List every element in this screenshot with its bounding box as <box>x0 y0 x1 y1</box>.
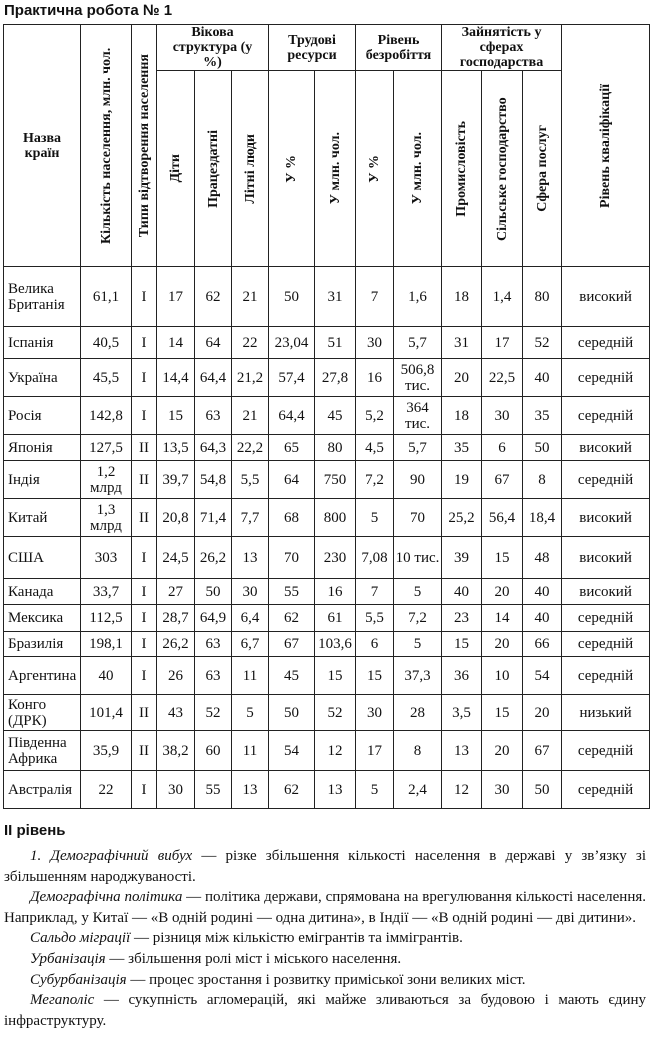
cell-ind: 12 <box>442 771 482 809</box>
cell-working: 52 <box>195 695 232 731</box>
cell-lab-pct: 50 <box>269 267 315 327</box>
header-employment: Зайнятість у сферах господарства <box>442 25 562 71</box>
cell-pop: 40,5 <box>81 327 132 359</box>
cell-elderly: 11 <box>232 731 269 771</box>
cell-working: 63 <box>195 397 232 435</box>
cell-children: 26,2 <box>157 632 195 657</box>
cell-agr: 20 <box>482 579 523 605</box>
cell-elderly: 30 <box>232 579 269 605</box>
cell-pop: 61,1 <box>81 267 132 327</box>
cell-lab-mln: 27,8 <box>315 359 356 397</box>
cell-type: I <box>132 267 157 327</box>
cell-qual: середній <box>562 359 650 397</box>
cell-lab-mln: 80 <box>315 435 356 461</box>
definition-item: Демографічна політика — політика держави, спрямована на врегулювання кількості населення. Наприклад, у Китаї — «В одній родині — одна дитина», в Індії — «В одній родині — дві дитини». <box>4 889 646 926</box>
cell-pop: 22 <box>81 771 132 809</box>
cell-un-mln: 28 <box>394 695 442 731</box>
header-unemp-mln: У млн. чол. <box>394 71 442 267</box>
cell-qual: середній <box>562 461 650 499</box>
definition-item: Субурбанізація — процес зростання і розвитку приміської зони великих міст. <box>30 971 526 988</box>
cell-serv: 50 <box>523 771 562 809</box>
cell-agr: 20 <box>482 731 523 771</box>
table-row <box>4 327 650 359</box>
data-table <box>3 24 650 809</box>
cell-lab-mln: 103,6 <box>315 632 356 657</box>
header-population: Кількість населення, млн. чол. <box>81 25 132 267</box>
header-qualification: Рівень кваліфікації <box>562 25 650 267</box>
cell-un-pct: 7 <box>356 579 394 605</box>
cell-un-pct: 6 <box>356 632 394 657</box>
country-name: Індія <box>4 461 81 499</box>
cell-type: II <box>132 435 157 461</box>
country-name: Конго (ДРК) <box>4 695 81 731</box>
cell-un-mln: 37,3 <box>394 657 442 695</box>
cell-qual: високий <box>562 537 650 579</box>
header-agriculture: Сільське господарство <box>482 71 523 267</box>
cell-lab-pct: 62 <box>269 605 315 632</box>
table-row <box>4 267 650 327</box>
country-name: Бразилія <box>4 632 81 657</box>
cell-qual: середній <box>562 605 650 632</box>
cell-un-mln: 70 <box>394 499 442 537</box>
cell-un-pct: 7,08 <box>356 537 394 579</box>
cell-serv: 67 <box>523 731 562 771</box>
cell-serv: 18,4 <box>523 499 562 537</box>
cell-lab-mln: 15 <box>315 657 356 695</box>
cell-ind: 13 <box>442 731 482 771</box>
cell-pop: 1,3 млрд <box>81 499 132 537</box>
cell-un-mln: 7,2 <box>394 605 442 632</box>
table-row <box>4 499 650 537</box>
cell-ind: 35 <box>442 435 482 461</box>
cell-agr: 17 <box>482 327 523 359</box>
cell-un-mln: 5 <box>394 579 442 605</box>
cell-working: 26,2 <box>195 537 232 579</box>
cell-ind: 18 <box>442 267 482 327</box>
cell-children: 14,4 <box>157 359 195 397</box>
cell-lab-mln: 31 <box>315 267 356 327</box>
cell-lab-pct: 62 <box>269 771 315 809</box>
cell-serv: 8 <box>523 461 562 499</box>
cell-ind: 40 <box>442 579 482 605</box>
cell-type: I <box>132 359 157 397</box>
cell-un-mln: 90 <box>394 461 442 499</box>
cell-serv: 54 <box>523 657 562 695</box>
country-name: Південна Африка <box>4 731 81 771</box>
cell-lab-pct: 67 <box>269 632 315 657</box>
cell-agr: 56,4 <box>482 499 523 537</box>
cell-children: 13,5 <box>157 435 195 461</box>
cell-working: 63 <box>195 657 232 695</box>
cell-un-pct: 15 <box>356 657 394 695</box>
table-row <box>4 605 650 632</box>
cell-elderly: 22 <box>232 327 269 359</box>
cell-elderly: 21 <box>232 267 269 327</box>
cell-pop: 35,9 <box>81 731 132 771</box>
cell-type: I <box>132 397 157 435</box>
cell-serv: 66 <box>523 632 562 657</box>
cell-elderly: 6,4 <box>232 605 269 632</box>
cell-agr: 15 <box>482 695 523 731</box>
cell-lab-pct: 68 <box>269 499 315 537</box>
cell-serv: 35 <box>523 397 562 435</box>
table-row <box>4 359 650 397</box>
cell-un-mln: 10 тис. <box>394 537 442 579</box>
table-row <box>4 632 650 657</box>
country-name: Мексика <box>4 605 81 632</box>
cell-pop: 198,1 <box>81 632 132 657</box>
cell-ind: 31 <box>442 327 482 359</box>
cell-qual: високий <box>562 435 650 461</box>
cell-lab-mln: 16 <box>315 579 356 605</box>
cell-qual: низький <box>562 695 650 731</box>
cell-children: 43 <box>157 695 195 731</box>
cell-children: 20,8 <box>157 499 195 537</box>
cell-working: 54,8 <box>195 461 232 499</box>
table-row <box>4 461 650 499</box>
cell-type: II <box>132 499 157 537</box>
header-unemployment: Рівень безробіття <box>356 25 442 71</box>
cell-qual: середній <box>562 657 650 695</box>
cell-lab-pct: 70 <box>269 537 315 579</box>
cell-un-pct: 30 <box>356 327 394 359</box>
cell-qual: середній <box>562 632 650 657</box>
cell-type: I <box>132 605 157 632</box>
cell-un-mln: 1,6 <box>394 267 442 327</box>
cell-un-pct: 5 <box>356 499 394 537</box>
cell-elderly: 5,5 <box>232 461 269 499</box>
cell-agr: 67 <box>482 461 523 499</box>
cell-type: II <box>132 731 157 771</box>
cell-lab-mln: 13 <box>315 771 356 809</box>
header-working-age: Працездатні <box>195 71 232 267</box>
table-row <box>4 695 650 731</box>
country-name: Австралія <box>4 771 81 809</box>
header-labor-resources: Трудові ресурси <box>269 25 356 71</box>
country-name: Іспанія <box>4 327 81 359</box>
cell-children: 17 <box>157 267 195 327</box>
header-industry: Промисловість <box>442 71 482 267</box>
header-labor-pct: У % <box>269 71 315 267</box>
cell-working: 50 <box>195 579 232 605</box>
cell-un-pct: 16 <box>356 359 394 397</box>
cell-agr: 15 <box>482 537 523 579</box>
cell-lab-pct: 50 <box>269 695 315 731</box>
cell-agr: 20 <box>482 632 523 657</box>
cell-pop: 33,7 <box>81 579 132 605</box>
country-name: Китай <box>4 499 81 537</box>
cell-pop: 112,5 <box>81 605 132 632</box>
cell-children: 26 <box>157 657 195 695</box>
cell-ind: 25,2 <box>442 499 482 537</box>
cell-un-mln: 8 <box>394 731 442 771</box>
definitions <box>4 846 646 1031</box>
cell-un-pct: 5,2 <box>356 397 394 435</box>
table-row <box>4 657 650 695</box>
cell-working: 63 <box>195 632 232 657</box>
cell-serv: 40 <box>523 359 562 397</box>
cell-lab-mln: 750 <box>315 461 356 499</box>
cell-lab-pct: 64,4 <box>269 397 315 435</box>
cell-children: 38,2 <box>157 731 195 771</box>
cell-type: I <box>132 579 157 605</box>
cell-qual: середній <box>562 771 650 809</box>
definition-item: Сальдо міграції — різниця між кількістю емігрантів та іммігрантів. <box>30 930 463 947</box>
cell-un-mln: 506,8 тис. <box>394 359 442 397</box>
cell-type: I <box>132 537 157 579</box>
cell-pop: 1,2 млрд <box>81 461 132 499</box>
cell-serv: 40 <box>523 579 562 605</box>
cell-pop: 127,5 <box>81 435 132 461</box>
table-row <box>4 435 650 461</box>
cell-elderly: 13 <box>232 771 269 809</box>
cell-un-pct: 7,2 <box>356 461 394 499</box>
cell-ind: 18 <box>442 397 482 435</box>
table-row <box>4 579 650 605</box>
cell-lab-mln: 61 <box>315 605 356 632</box>
cell-working: 64,3 <box>195 435 232 461</box>
cell-un-mln: 5 <box>394 632 442 657</box>
cell-lab-pct: 23,04 <box>269 327 315 359</box>
cell-qual: середній <box>562 327 650 359</box>
cell-agr: 1,4 <box>482 267 523 327</box>
cell-ind: 36 <box>442 657 482 695</box>
cell-children: 28,7 <box>157 605 195 632</box>
cell-lab-mln: 52 <box>315 695 356 731</box>
cell-serv: 50 <box>523 435 562 461</box>
cell-un-pct: 4,5 <box>356 435 394 461</box>
cell-serv: 40 <box>523 605 562 632</box>
cell-elderly: 11 <box>232 657 269 695</box>
cell-type: I <box>132 657 157 695</box>
cell-serv: 20 <box>523 695 562 731</box>
cell-elderly: 21,2 <box>232 359 269 397</box>
cell-serv: 48 <box>523 537 562 579</box>
cell-lab-mln: 230 <box>315 537 356 579</box>
header-country: Назва країн <box>4 25 81 267</box>
header-labor-mln: У млн. чол. <box>315 71 356 267</box>
cell-pop: 142,8 <box>81 397 132 435</box>
cell-lab-pct: 57,4 <box>269 359 315 397</box>
cell-lab-pct: 65 <box>269 435 315 461</box>
cell-lab-mln: 51 <box>315 327 356 359</box>
cell-agr: 10 <box>482 657 523 695</box>
cell-qual: середній <box>562 397 650 435</box>
cell-un-pct: 5,5 <box>356 605 394 632</box>
cell-un-mln: 2,4 <box>394 771 442 809</box>
header-reproduction: Типи відтворення населення <box>132 25 157 267</box>
header-elderly: Літні люди <box>232 71 269 267</box>
cell-qual: високий <box>562 579 650 605</box>
cell-un-mln: 5,7 <box>394 435 442 461</box>
cell-un-pct: 17 <box>356 731 394 771</box>
cell-children: 27 <box>157 579 195 605</box>
page-title: Практична робота № 1 <box>4 2 173 19</box>
cell-un-pct: 30 <box>356 695 394 731</box>
table-row <box>4 771 650 809</box>
cell-children: 15 <box>157 397 195 435</box>
definition-item: Мегаполіс — сукупність агломерацій, які майже зливаються за будовою і мають єдину інфраструктуру. <box>4 992 646 1029</box>
country-name: Японія <box>4 435 81 461</box>
cell-elderly: 6,7 <box>232 632 269 657</box>
cell-working: 64,9 <box>195 605 232 632</box>
cell-un-pct: 7 <box>356 267 394 327</box>
cell-lab-mln: 12 <box>315 731 356 771</box>
header-unemp-pct: У % <box>356 71 394 267</box>
cell-children: 39,7 <box>157 461 195 499</box>
cell-type: II <box>132 695 157 731</box>
cell-agr: 30 <box>482 397 523 435</box>
cell-elderly: 22,2 <box>232 435 269 461</box>
cell-lab-pct: 54 <box>269 731 315 771</box>
cell-ind: 20 <box>442 359 482 397</box>
cell-ind: 3,5 <box>442 695 482 731</box>
cell-type: I <box>132 632 157 657</box>
cell-ind: 39 <box>442 537 482 579</box>
cell-elderly: 13 <box>232 537 269 579</box>
cell-ind: 15 <box>442 632 482 657</box>
cell-children: 24,5 <box>157 537 195 579</box>
cell-pop: 101,4 <box>81 695 132 731</box>
cell-working: 62 <box>195 267 232 327</box>
definition-item: Урбанізація — збільшення ролі міст і міського населення. <box>30 950 402 967</box>
header-age-structure: Вікова структура (у %) <box>157 25 269 71</box>
country-name: Канада <box>4 579 81 605</box>
header-children: Діти <box>157 71 195 267</box>
cell-lab-mln: 800 <box>315 499 356 537</box>
cell-pop: 40 <box>81 657 132 695</box>
table-row <box>4 731 650 771</box>
cell-working: 55 <box>195 771 232 809</box>
cell-children: 14 <box>157 327 195 359</box>
table-row <box>4 537 650 579</box>
country-name: Україна <box>4 359 81 397</box>
cell-working: 64 <box>195 327 232 359</box>
cell-children: 30 <box>157 771 195 809</box>
cell-type: I <box>132 771 157 809</box>
cell-type: I <box>132 327 157 359</box>
country-name: Велика Британія <box>4 267 81 327</box>
cell-type: II <box>132 461 157 499</box>
cell-lab-mln: 45 <box>315 397 356 435</box>
cell-elderly: 21 <box>232 397 269 435</box>
cell-lab-pct: 64 <box>269 461 315 499</box>
cell-agr: 22,5 <box>482 359 523 397</box>
cell-un-mln: 5,7 <box>394 327 442 359</box>
cell-agr: 14 <box>482 605 523 632</box>
header-services: Сфера послуг <box>523 71 562 267</box>
cell-qual: високий <box>562 267 650 327</box>
table-row <box>4 397 650 435</box>
cell-lab-pct: 45 <box>269 657 315 695</box>
definition-item: 1. Демографічний вибух — різке збільшення кількості населення в державі у зв’язку зі збільшенням народжуваності. <box>4 848 646 885</box>
cell-pop: 303 <box>81 537 132 579</box>
country-name: США <box>4 537 81 579</box>
cell-qual: високий <box>562 499 650 537</box>
section-title: ІІ рівень <box>4 822 66 839</box>
cell-agr: 6 <box>482 435 523 461</box>
country-name: Росія <box>4 397 81 435</box>
cell-pop: 45,5 <box>81 359 132 397</box>
cell-agr: 30 <box>482 771 523 809</box>
cell-ind: 23 <box>442 605 482 632</box>
cell-working: 71,4 <box>195 499 232 537</box>
cell-serv: 52 <box>523 327 562 359</box>
cell-elderly: 5 <box>232 695 269 731</box>
cell-un-pct: 5 <box>356 771 394 809</box>
cell-qual: середній <box>562 731 650 771</box>
cell-lab-pct: 55 <box>269 579 315 605</box>
cell-ind: 19 <box>442 461 482 499</box>
country-name: Аргентина <box>4 657 81 695</box>
cell-elderly: 7,7 <box>232 499 269 537</box>
cell-working: 60 <box>195 731 232 771</box>
cell-un-mln: 364 тис. <box>394 397 442 435</box>
cell-working: 64,4 <box>195 359 232 397</box>
cell-serv: 80 <box>523 267 562 327</box>
